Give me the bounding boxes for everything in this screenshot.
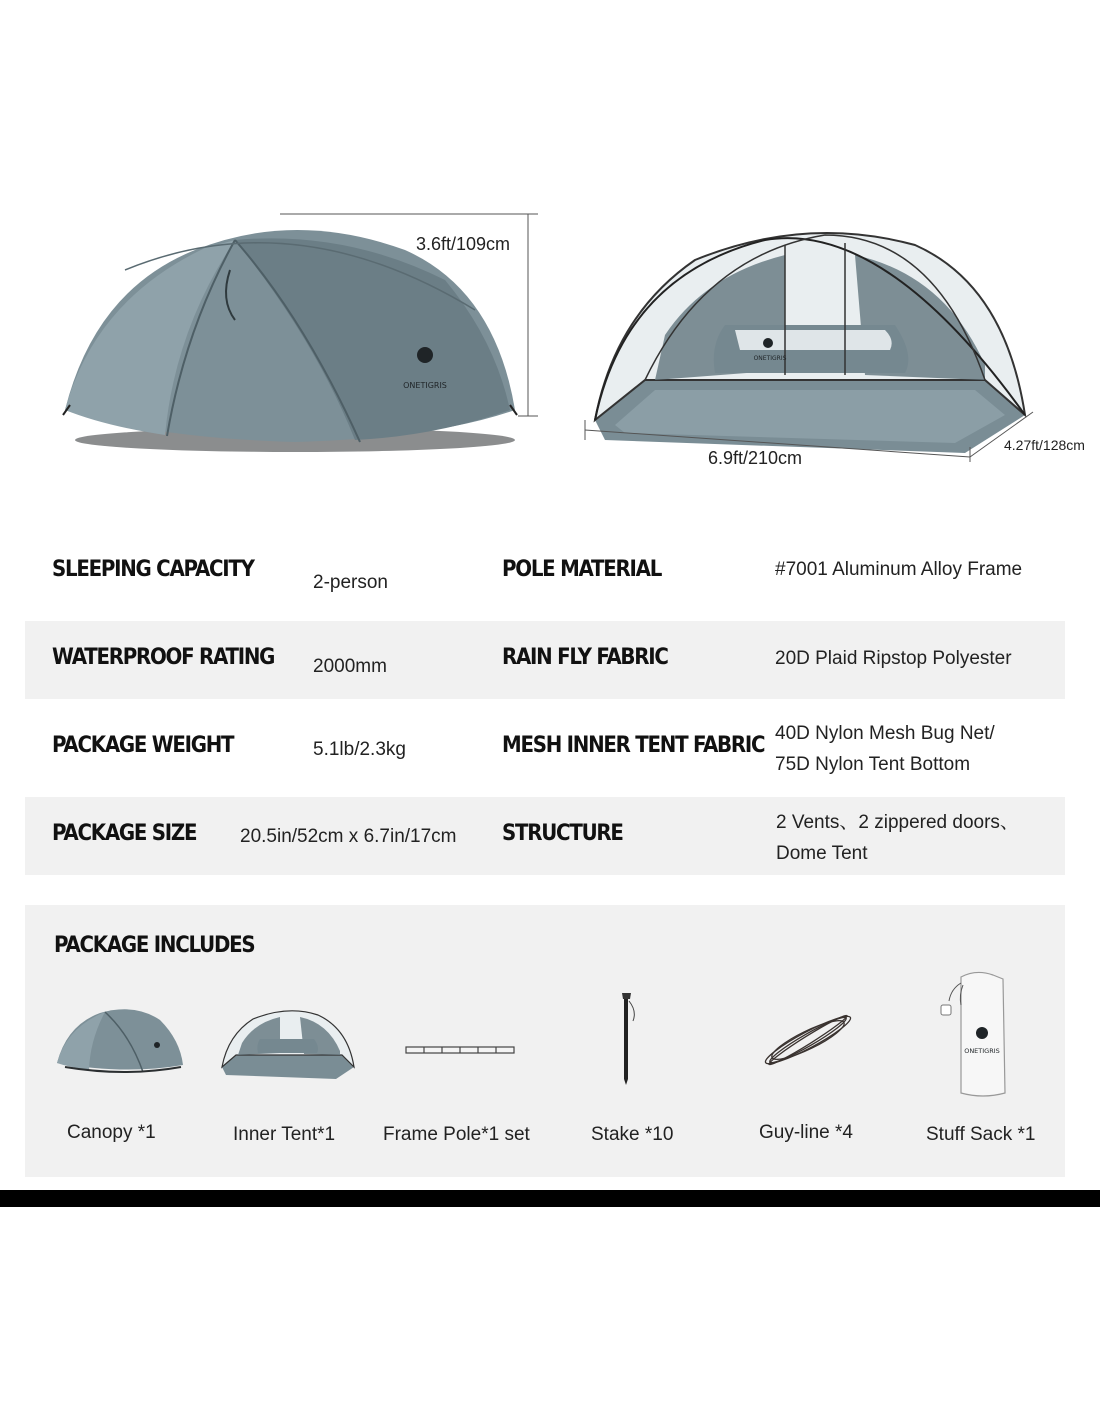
spec-row	[25, 709, 1065, 787]
width-dimension-label: 4.27ft/128cm	[1004, 437, 1085, 453]
spec-value-package-weight: 5.1lb/2.3kg	[313, 739, 406, 760]
package-includes-panel	[25, 905, 1065, 1177]
spec-row	[25, 621, 1065, 699]
height-dimension-label: 3.6ft/109cm	[416, 234, 511, 254]
spec-value-pole-material: #7001 Aluminum Alloy Frame	[775, 559, 1023, 580]
package-item-label-stuff-sack: Stuff Sack *1	[926, 1124, 1036, 1145]
spec-value-mesh-inner-tent-fabric-line1: 40D Nylon Mesh Bug Net/	[775, 723, 995, 744]
spec-value-structure-line1: 2 Vents、2 zippered doors、	[776, 812, 1019, 833]
spec-row	[25, 797, 1065, 875]
spec-value-package-size: 20.5in/52cm x 6.7in/17cm	[240, 826, 457, 847]
spec-label-package-size: PACKAGE SIZE	[52, 821, 197, 846]
spec-label-waterproof-rating: WATERPROOF RATING	[52, 645, 275, 670]
spec-value-sleeping-capacity: 2-person	[313, 572, 388, 593]
inner-tent-icon	[218, 1005, 358, 1080]
spec-label-rain-fly-fabric: RAIN FLY FABRIC	[502, 645, 668, 670]
spec-value-rain-fly-fabric: 20D Plaid Ripstop Polyester	[775, 648, 1012, 669]
stake-icon	[615, 991, 639, 1086]
spec-row	[25, 533, 1065, 611]
spec-value-structure-line2: Dome Tent	[776, 843, 868, 864]
package-item-label-stake: Stake *10	[591, 1124, 674, 1145]
package-item-label-frame-pole: Frame Pole*1 set	[383, 1124, 530, 1145]
svg-text:ONETIGRIS: ONETIGRIS	[753, 355, 787, 362]
spec-label-mesh-inner-tent-fabric: MESH INNER TENT FABRIC	[502, 733, 765, 758]
spec-label-sleeping-capacity: SLEEPING CAPACITY	[52, 557, 254, 582]
spec-label-structure: STRUCTURE	[502, 821, 623, 846]
package-includes-title: PACKAGE INCLUDES	[54, 933, 255, 958]
package-item-label-inner-tent: Inner Tent*1	[233, 1124, 336, 1145]
canopy-icon	[55, 1005, 185, 1075]
bottom-divider-bar	[0, 1190, 1100, 1207]
spec-label-package-weight: PACKAGE WEIGHT	[52, 733, 234, 758]
frame-pole-icon	[405, 1045, 517, 1057]
stuff-sack-icon	[931, 969, 1011, 1099]
length-dimension-lines	[585, 410, 1035, 465]
package-item-label-guy-line: Guy-line *4	[759, 1122, 853, 1143]
svg-text:ONETIGRIS: ONETIGRIS	[403, 381, 447, 390]
length-dimension-label: 6.9ft/210cm	[708, 448, 803, 468]
svg-text:ONETIGRIS: ONETIGRIS	[964, 1047, 1000, 1055]
spec-value-mesh-inner-tent-fabric-line2: 75D Nylon Tent Bottom	[775, 754, 971, 775]
spec-label-pole-material: POLE MATERIAL	[502, 557, 662, 582]
package-item-label-canopy: Canopy *1	[67, 1122, 156, 1143]
spec-value-waterproof-rating: 2000mm	[313, 656, 387, 677]
guy-line-icon	[758, 1010, 858, 1070]
